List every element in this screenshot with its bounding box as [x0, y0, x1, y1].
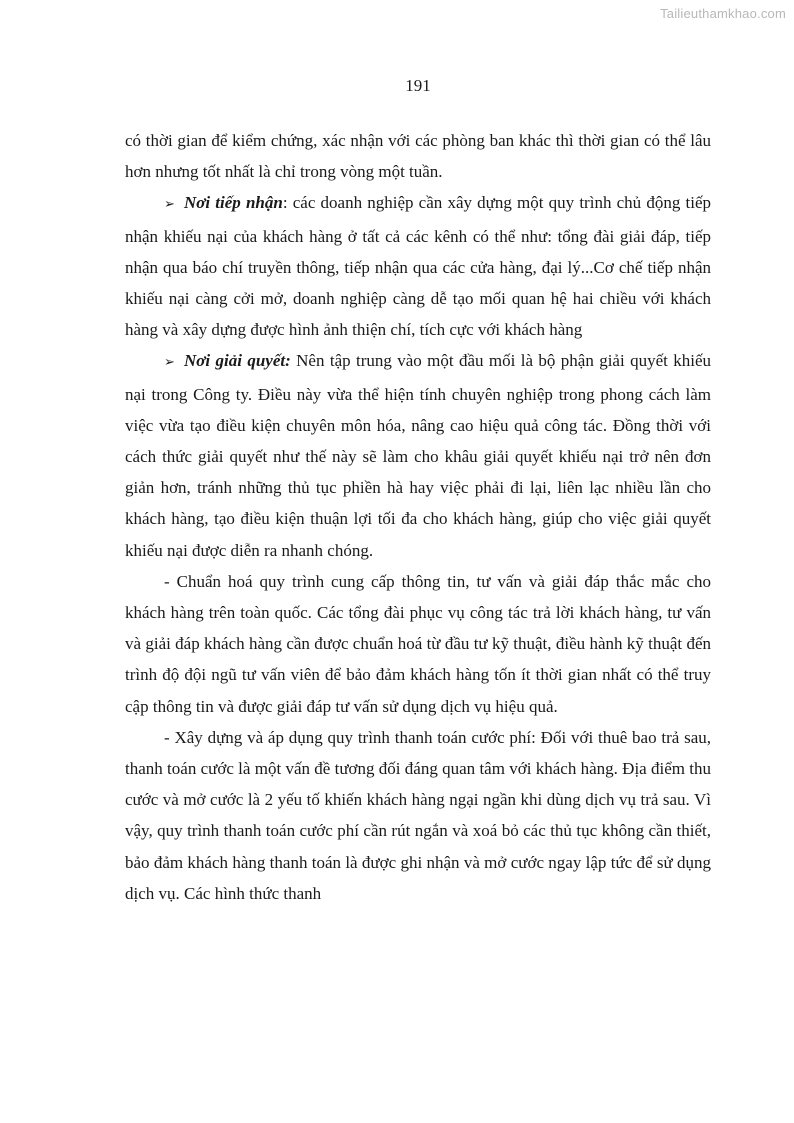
page-number: 191 — [405, 76, 431, 95]
paragraph-resolution-point — [125, 345, 711, 565]
document-body — [125, 125, 711, 909]
paragraph-text: : các doanh nghiệp cần xây dựng một quy trình chủ động tiếp nhận khiếu nại của khách hàng ở tất cả các kênh có thể như: tổng đài giải đáp, tiếp nhận qua báo chí truyền thông, tiếp nhận qua các cửa hàng, đại lý...Cơ chế tiếp nhận khiếu nại càng cởi mở, doanh nghiệp càng dễ tạo mối quan hệ hai chiều với khách hàng và xây dựng được hình ảnh thiện chí, tích cực với khách hàng — [125, 193, 711, 340]
paragraph-text: Nên tập trung vào một đầu mối là bộ phận giải quyết khiếu nại trong Công ty. Điều này vừa thể hiện tính chuyên nghiệp trong phong cách làm việc vừa tạo điều kiện chuyên môn hóa, nâng cao hiệu quả công tác. Đồng thời với cách thức giải quyết như thế này sẽ làm cho khâu giải quyết khiếu nại trở nên đơn giản hơn, tránh những thủ tục phiền hà hay việc phải đi lại, liên lạc nhiều lần cho khách hàng, tạo điều kiện thuận lợi tối đa cho khách hàng, giúp cho việc giải quyết khiếu nại được diễn ra nhanh chóng. — [125, 351, 711, 560]
paragraph-continuation: có thời gian để kiểm chứng, xác nhận với các phòng ban khác thì thời gian có thể lâu hơn nhưng tốt nhất là chỉ trong vòng một tuần. — [125, 131, 711, 182]
paragraph-standardize-info: - Chuẩn hoá quy trình cung cấp thông tin, tư vấn và giải đáp thắc mắc cho khách hàng trên toàn quốc. Các tổng đài phục vụ công tác trả lời khách hàng, tư vấn và giải đáp khách hàng cần được chuẩn hoá từ đầu tư kỹ thuật, điều hành kỹ thuật đến trình độ đội ngũ tư vấn viên để bảo đảm khách hàng tốn ít thời gian nhất có thể truy cập thông tin và được giải đáp tư vấn sử dụng dịch vụ hiệu quả. — [125, 571, 711, 716]
term-resolution-point: Nơi giải quyết: — [184, 351, 291, 371]
term-receiving-point: Nơi tiếp nhận — [184, 193, 283, 213]
paragraph-receiving-point — [125, 187, 711, 345]
watermark-text: Tailieuthamkhao.com — [660, 6, 786, 21]
arrow-bullet-icon: ➢ — [164, 197, 175, 213]
arrow-bullet-icon: ➢ — [164, 355, 175, 371]
paragraph-payment-process: - Xây dựng và áp dụng quy trình thanh toán cước phí: Đối với thuê bao trả sau, thanh toán cước là một vấn đề tương đối đáng quan tâm với khách hàng. Địa điểm thu cước và mở cước là 2 yếu tố khiến khách hàng ngại ngần khi dùng dịch vụ trả sau. Vì vậy, quy trình thanh toán cước phí cần rút ngắn và xoá bỏ các thủ tục không cần thiết, bảo đảm khách hàng thanh toán là được ghi nhận và mở cước ngay lập tức để sử dụng dịch vụ. Các hình thức thanh — [125, 727, 711, 903]
